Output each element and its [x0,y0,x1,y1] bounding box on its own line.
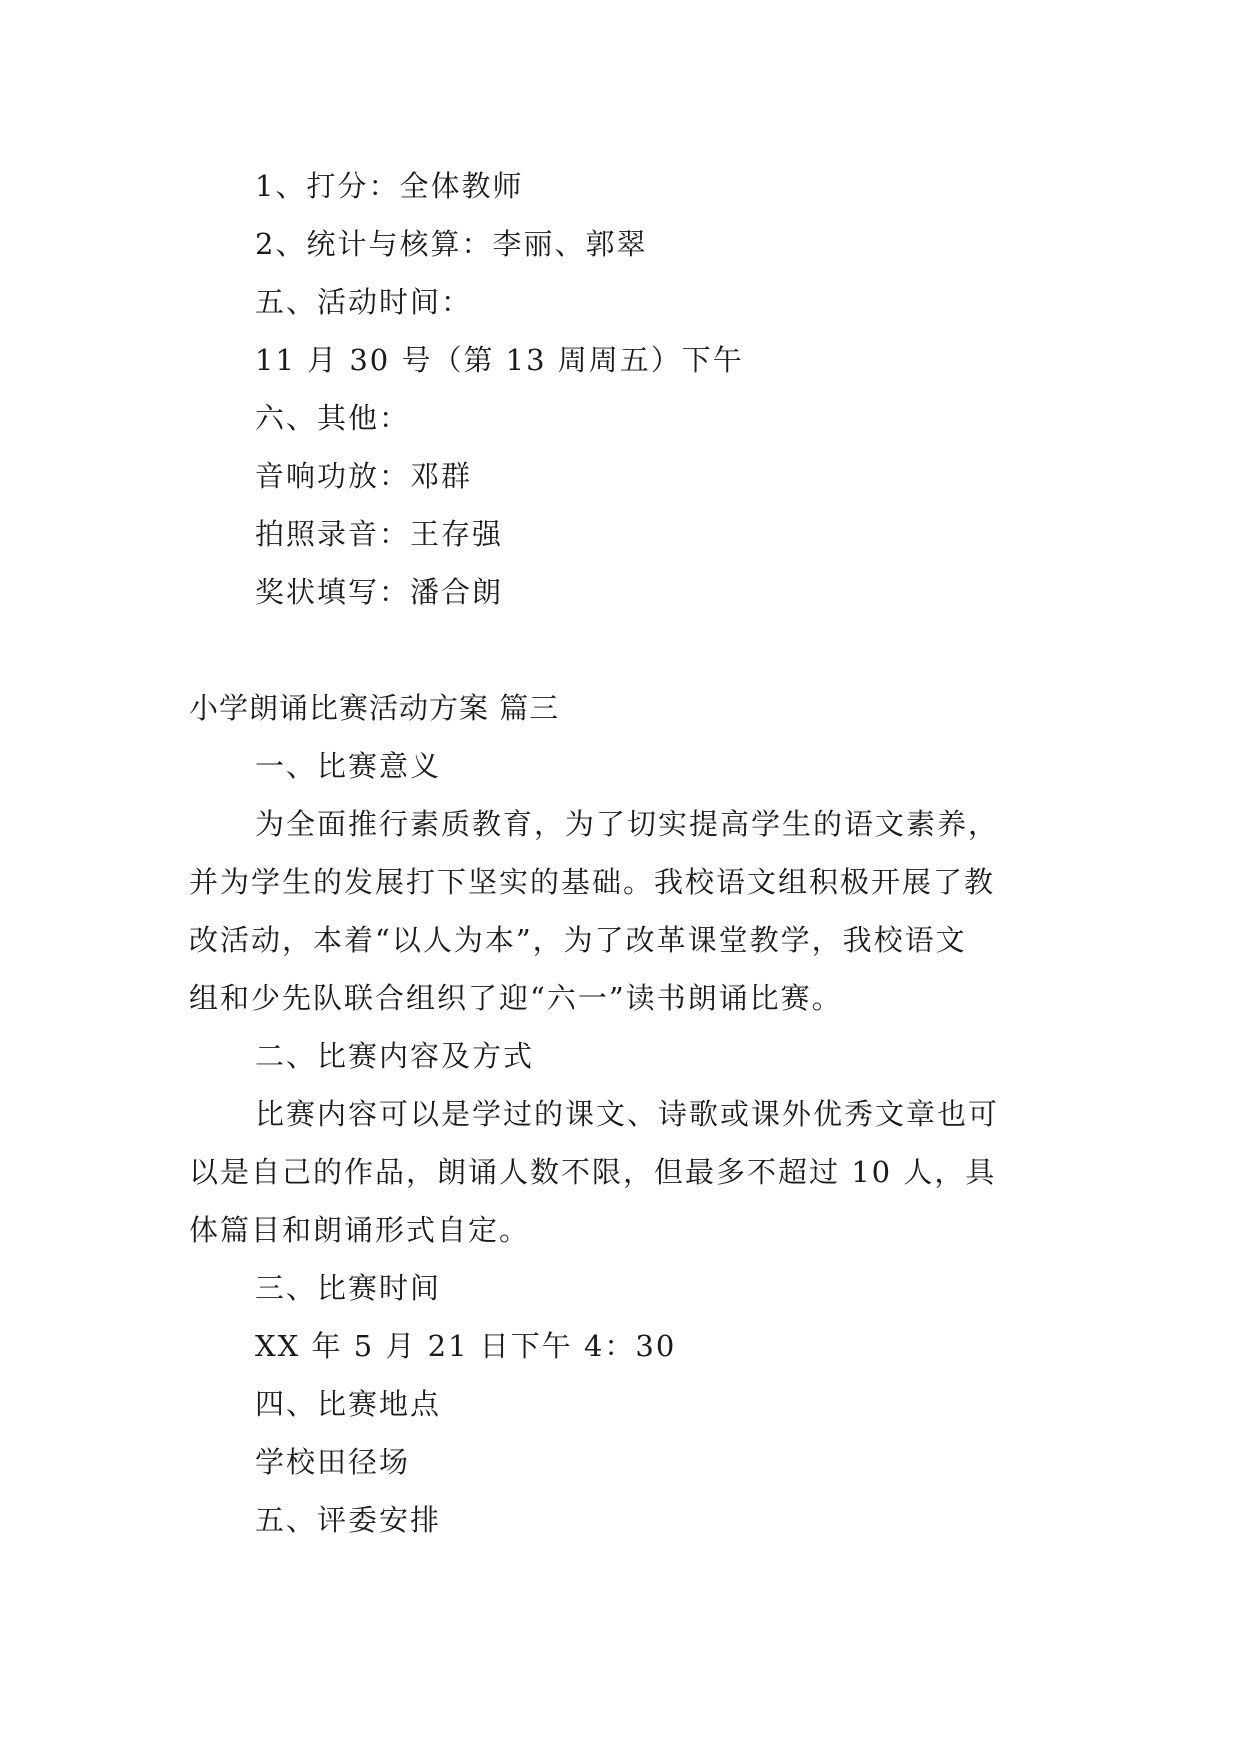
paragraph-line: 组和少先队联合组织了迎“六一”读书朗诵比赛。 [189,981,843,1015]
heading: 三、比赛时间 [255,1271,442,1305]
heading: 四、比赛地点 [255,1387,442,1421]
paragraph-line: 学校田径场 [255,1445,411,1479]
text-line: 2、统计与核算：李丽、郭翠 [255,227,648,261]
paragraph-line: 为全面推行素质教育，为了切实提高学生的语文素养， [255,807,1000,841]
paragraph-line: 比赛内容可以是学过的课文、诗歌或课外优秀文章也可 [255,1097,1000,1131]
text-line: 奖状填写：潘合朗 [255,575,504,609]
section-title: 小学朗诵比赛活动方案 篇三 [189,691,560,725]
paragraph-line: 改活动，本着“以人为本”，为了改革课堂教学，我校语文 [189,923,967,957]
text-line: 六、其他： [255,401,411,435]
text-line: 音响功放：邓群 [255,459,473,493]
text-line: 11 月 30 号（第 13 周周五）下午 [255,343,744,377]
paragraph-line: XX 年 5 月 21 日下午 4：30 [255,1329,677,1363]
paragraph-line: 体篇目和朗诵形式自定。 [189,1213,531,1247]
heading: 五、评委安排 [255,1503,442,1537]
heading: 二、比赛内容及方式 [255,1039,535,1073]
heading: 一、比赛意义 [255,749,442,783]
paragraph-line: 以是自己的作品，朗诵人数不限，但最多不超过 10 人，具 [189,1155,997,1189]
text-line: 五、活动时间： [255,285,473,319]
paragraph-line: 并为学生的发展打下坚实的基础。我校语文组积极开展了教 [189,865,996,899]
text-line: 1、打分：全体教师 [255,169,524,203]
text-line: 拍照录音：王存强 [255,517,504,551]
